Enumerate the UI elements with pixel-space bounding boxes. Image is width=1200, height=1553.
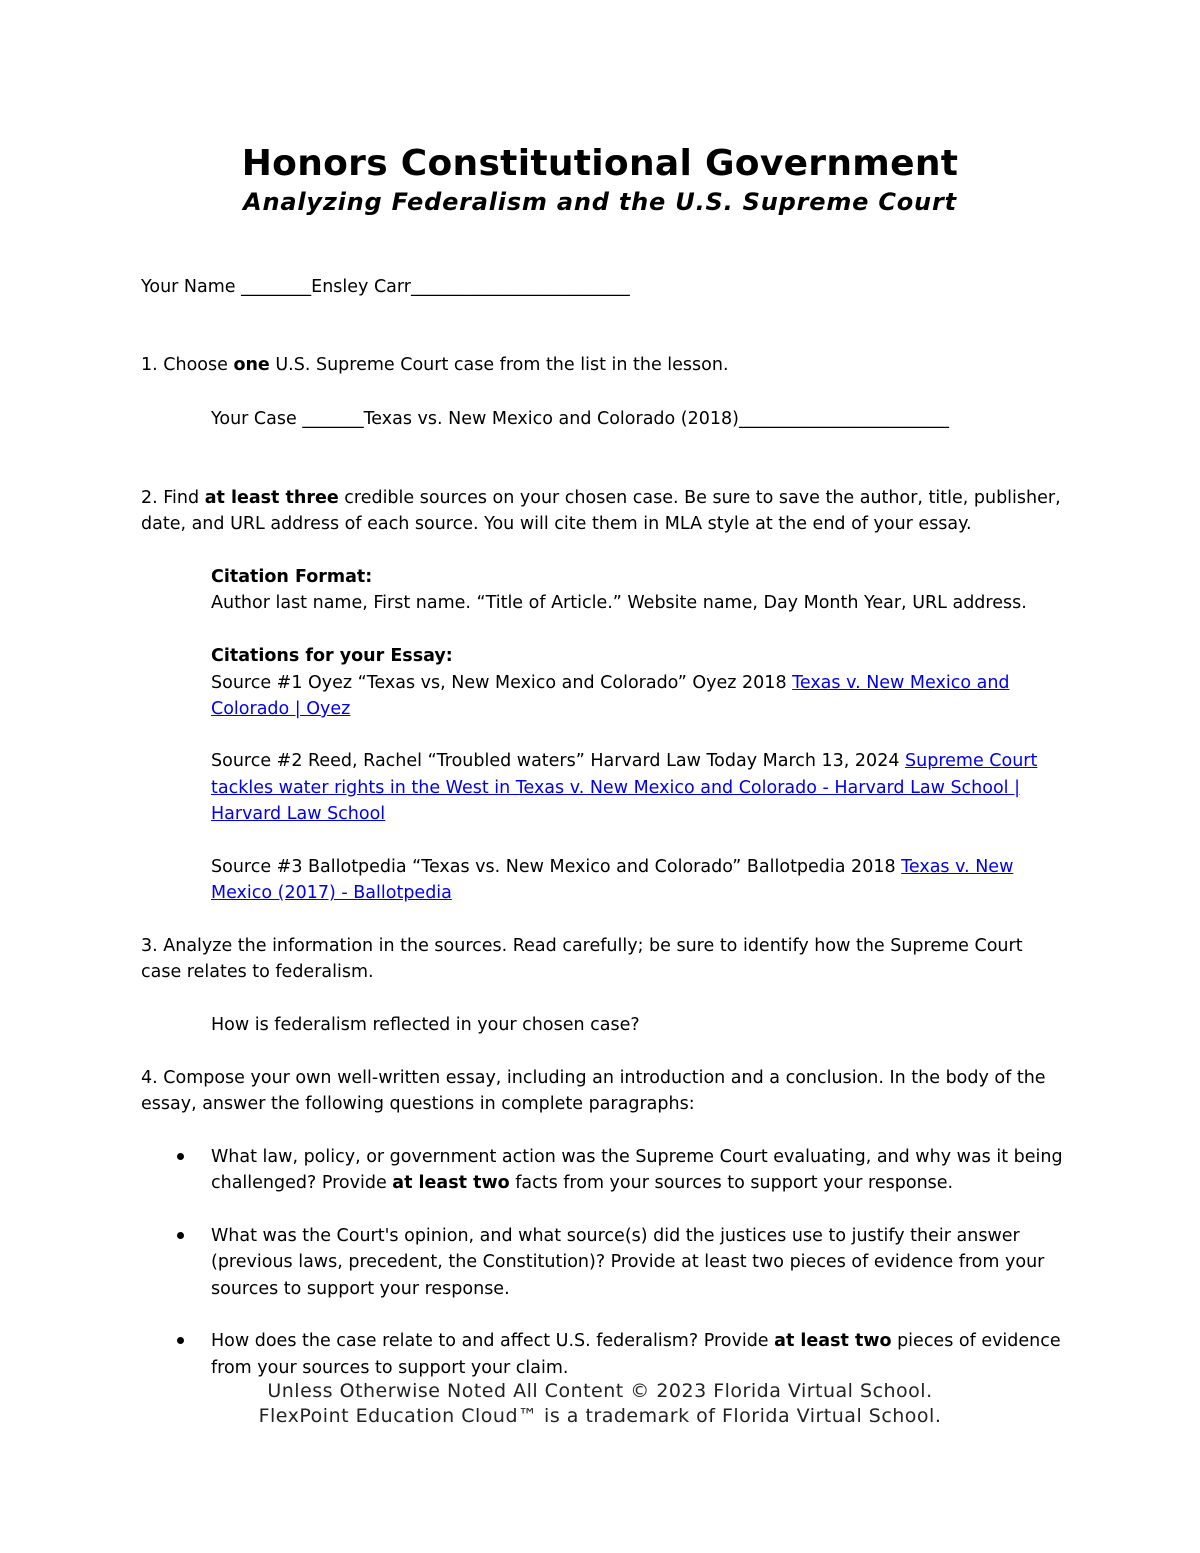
- question-4-line-2: essay, answer the following questions in complete paragraphs:: [141, 1094, 695, 1114]
- case-value[interactable]: Texas vs. New Mexico and Colorado (2018): [363, 409, 739, 429]
- bullet-2-dot: [177, 1232, 184, 1239]
- question-3: [141, 933, 1023, 959]
- question-2: [141, 485, 1061, 511]
- case-trail-blank: ________________________: [738, 409, 949, 429]
- source-1: [211, 670, 1010, 696]
- bullet-2-line-1: What was the Court's opinion, and what source(s) did the justices use to justify their answer: [211, 1226, 1020, 1246]
- bullet-3-text-post: pieces of evidence: [891, 1331, 1061, 1351]
- case-lead-blank: _______: [296, 409, 364, 429]
- document-title: Honors Constitutional Government: [241, 143, 959, 184]
- bullet-2-line-3: sources to support your response.: [211, 1279, 510, 1299]
- bullet-1-text-pre: challenged? Provide: [211, 1173, 393, 1193]
- question-2-number: 2.: [141, 488, 158, 508]
- document-subtitle: Analyzing Federalism and the U.S. Supreme Court: [243, 188, 957, 216]
- bullet-3-line-2: from your sources to support your claim.: [211, 1358, 569, 1378]
- bullet-1-bold: at least two: [392, 1173, 510, 1193]
- question-3-number: 3.: [141, 936, 158, 956]
- source-3-link-line-2[interactable]: Mexico (2017) - Ballotpedia: [211, 883, 452, 903]
- question-2-bold: at least three: [204, 488, 339, 508]
- bullet-3-bold: at least two: [774, 1331, 892, 1351]
- source-1-link[interactable]: Texas v. New Mexico and: [792, 673, 1010, 693]
- source-1-link-line-2[interactable]: Colorado | Oyez: [211, 699, 351, 719]
- bullet-3-line-1: [211, 1328, 1061, 1354]
- citation-format-heading: Citation Format:: [211, 567, 373, 587]
- question-1: [141, 352, 729, 378]
- bullet-1-line-1: What law, policy, or government action was the Supreme Court evaluating, and why was it being: [211, 1147, 1063, 1167]
- name-line: [141, 274, 630, 300]
- bullet-1-dot: [177, 1153, 184, 1160]
- source-2-link-cont-2: [211, 801, 385, 827]
- citation-format-text: Author last name, First name. “Title of Article.” Website name, Day Month Year, URL address.: [211, 593, 1027, 613]
- question-1-text-post: U.S. Supreme Court case from the list in the lesson.: [269, 355, 729, 375]
- source-3-text: Source #3 Ballotpedia “Texas vs. New Mexico and Colorado” Ballotpedia 2018: [211, 857, 902, 877]
- bullet-1-text-post: facts from your sources to support your response.: [509, 1173, 954, 1193]
- source-2: [211, 748, 1037, 774]
- question-2-line-2: date, and URL address of each source. You will cite them in MLA style at the end of your essay.: [141, 514, 972, 534]
- source-2-link-line-3[interactable]: Harvard Law School: [211, 804, 386, 824]
- bullet-1-line-2: [211, 1170, 953, 1196]
- question-3-text: Analyze the information in the sources. Read carefully; be sure to identify how the Supreme Court: [157, 936, 1023, 956]
- footer-line-2: FlexPoint Education Cloud™ is a trademark of Florida Virtual School.: [258, 1405, 942, 1427]
- source-3-link[interactable]: Texas v. New: [901, 857, 1014, 877]
- bullet-2-line-2: (previous laws, precedent, the Constitution)? Provide at least two pieces of evidence from your: [211, 1252, 1045, 1272]
- question-1-text-pre: Choose: [157, 355, 234, 375]
- case-line: [211, 406, 949, 432]
- source-2-link-line-2[interactable]: tackles water rights in the West in Texas v. New Mexico and Colorado - Harvard Law School |: [211, 778, 1021, 798]
- name-lead-blank: ________: [235, 277, 312, 297]
- name-trail-blank: _________________________: [410, 277, 630, 297]
- source-1-link-cont: [211, 696, 350, 722]
- question-3-line-2: case relates to federalism.: [141, 962, 374, 982]
- question-1-bold: one: [233, 355, 270, 375]
- source-2-text: Source #2 Reed, Rachel “Troubled waters” Harvard Law Today March 13, 2024: [211, 751, 906, 771]
- question-1-number: 1.: [141, 355, 158, 375]
- question-3-prompt: How is federalism reflected in your chosen case?: [211, 1015, 640, 1035]
- citations-heading: Citations for your Essay:: [211, 646, 453, 666]
- question-2-text-pre: Find: [157, 488, 205, 508]
- case-label: Your Case: [211, 409, 297, 429]
- footer-line-1: Unless Otherwise Noted All Content © 2023 Florida Virtual School.: [267, 1380, 933, 1402]
- bullet-3-text-pre: How does the case relate to and affect U.S. federalism? Provide: [211, 1331, 775, 1351]
- name-label: Your Name: [141, 277, 236, 297]
- source-2-link-cont: [211, 775, 1020, 801]
- question-4-text: Compose your own well-written essay, including an introduction and a conclusion. In the body of the: [157, 1068, 1046, 1088]
- source-1-text: Source #1 Oyez “Texas vs, New Mexico and Colorado” Oyez 2018: [211, 673, 793, 693]
- source-3: [211, 854, 1013, 880]
- bullet-3-dot: [177, 1337, 184, 1344]
- question-4-number: 4.: [141, 1068, 158, 1088]
- question-2-text-post: credible sources on your chosen case. Be sure to save the author, title, publisher,: [338, 488, 1061, 508]
- source-3-link-cont: [211, 880, 452, 906]
- name-value[interactable]: Ensley Carr: [311, 277, 411, 297]
- source-2-link[interactable]: Supreme Court: [905, 751, 1038, 771]
- question-4: [141, 1065, 1046, 1091]
